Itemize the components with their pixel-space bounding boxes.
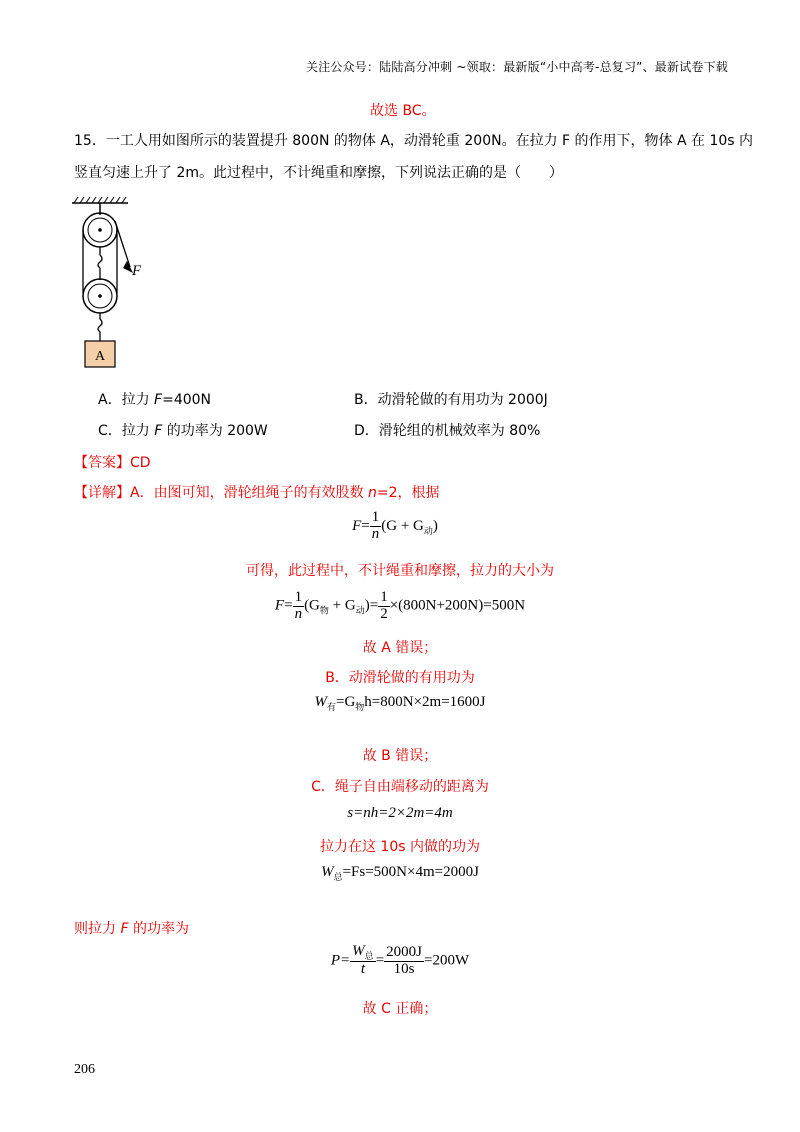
formula-total-work [0,864,800,883]
f1-num: 1 [371,509,380,525]
f6-fraction-2 [384,945,424,978]
f2-mid: (G [304,597,320,614]
f1-fraction [370,510,382,543]
power-intro [74,918,189,938]
b-head: B．动滑轮做的有用功为 [325,670,475,686]
f5-w: W [321,864,334,880]
f5-rest: =Fs=500N×4m=2000J [342,864,479,880]
f3-wsub: 有 [326,702,336,712]
c-right: 故 C 正确； [362,1001,438,1017]
f3-rest1: =G [335,694,356,710]
a-wrong: 故 A 错误； [362,640,438,656]
c-head: C．绳子自由端移动的距离为 [311,779,489,795]
f6-den: t [360,961,366,978]
f6-den2: 10s [393,960,415,977]
explanation-intro-text: A．由图可知，滑轮组绳子的有效股数 [130,485,369,501]
option-b: B．动滑轮做的有用功为 2000J [354,392,548,408]
f1-eq: = [361,517,370,534]
f1-close: ) [432,517,438,534]
page-number: 206 [74,1062,95,1077]
answer-tag: 【答案】CD [74,455,151,471]
explanation-tag: 【详解】 [74,485,130,501]
power-intro-a: 则拉力 [74,921,121,937]
f2-eq: = [284,597,293,614]
f2-rest: ×(800N+200N)=500N [389,597,526,614]
b-wrong: 故 B 错误； [362,748,438,764]
option-d: D．滑轮组的机械效率为 80% [354,423,541,439]
f5-wsub: 总 [333,872,343,882]
f2-den: n [294,605,303,622]
f1-sub: 动 [423,525,433,536]
question-line-2: 竖直匀速上升了 2m。此过程中，不计绳重和摩擦，下列说法正确的是（ ） [74,165,563,181]
f2-sub2: 动 [355,605,365,616]
pulley-diagram [70,195,160,370]
formula-force-general [0,510,800,543]
f3-rest2: h=800N×2m=1600J [364,694,486,710]
f2-lhs: F [274,597,285,614]
ceiling-hatch [74,197,126,203]
f6-eq: = [375,952,385,969]
block-label: A [94,349,106,364]
load-hook [98,313,102,341]
f2-fraction-2 [378,590,390,623]
option-a [98,389,211,409]
formula-power [0,944,800,978]
option-a-label: A．拉力 [98,392,155,408]
fixed-pulley-hook [98,247,102,268]
explanation-n-var: n [368,485,377,501]
option-a-text: =400N [162,392,212,408]
f2-fraction-1 [293,590,305,623]
f1-lhs: F [352,517,362,534]
option-c-var: F [154,423,163,439]
f6-num: W [352,943,365,959]
question-line-1: 15．一工人用如图所示的装置提升 800N 的物体 A，动滑轮重 200N。在拉力 F 的作用下，物体 A 在 10s 内 [74,133,754,149]
force-label: F [132,263,142,279]
f6-fraction-1 [350,944,376,978]
f2-num: 1 [294,589,303,605]
f2-plus: + G [328,597,356,614]
page-header: 关注公众号：陆陆高分冲刺 ~领取：最新版“小中高考-总复习”、最新试卷下载 [305,60,728,74]
option-c-text: 的功率为 200W [162,423,268,439]
f6-p: P= [330,952,351,969]
formula-distance: s=nh=2×2m=4m [347,805,453,821]
option-a-var: F [154,392,163,408]
formula-force-value [0,590,800,623]
option-c-label: C．拉力 [98,423,155,439]
f3-w: W [314,694,327,710]
f1-rest: (G + G [381,517,424,534]
formula-useful-work [0,694,800,713]
f6-rest: =200W [424,952,470,969]
f6-num2: 2000J [386,943,422,960]
movable-pulley-axle [98,294,102,298]
explanation-intro [74,482,440,502]
explanation-intro-tail: =2，根据 [376,485,440,501]
f2-num2: 1 [380,589,388,605]
c-work-head: 拉力在这 10s 内做的功为 [319,839,480,855]
fixed-pulley-axle [98,228,102,232]
f3-gsub: 物 [355,702,365,712]
f2-den2: 2 [380,605,388,622]
option-c [98,420,268,440]
f2-mid2: )= [364,597,379,614]
explanation-can-text: 可得，此过程中，不计绳重和摩擦，拉力的大小为 [246,563,554,579]
f6-numsub: 总 [364,951,374,961]
power-intro-b: 的功率为 [128,921,189,937]
power-var: F [120,921,129,937]
f1-den: n [371,525,380,542]
previous-answer: 故选 BC。 [370,103,436,119]
f2-sub1: 物 [319,605,329,616]
